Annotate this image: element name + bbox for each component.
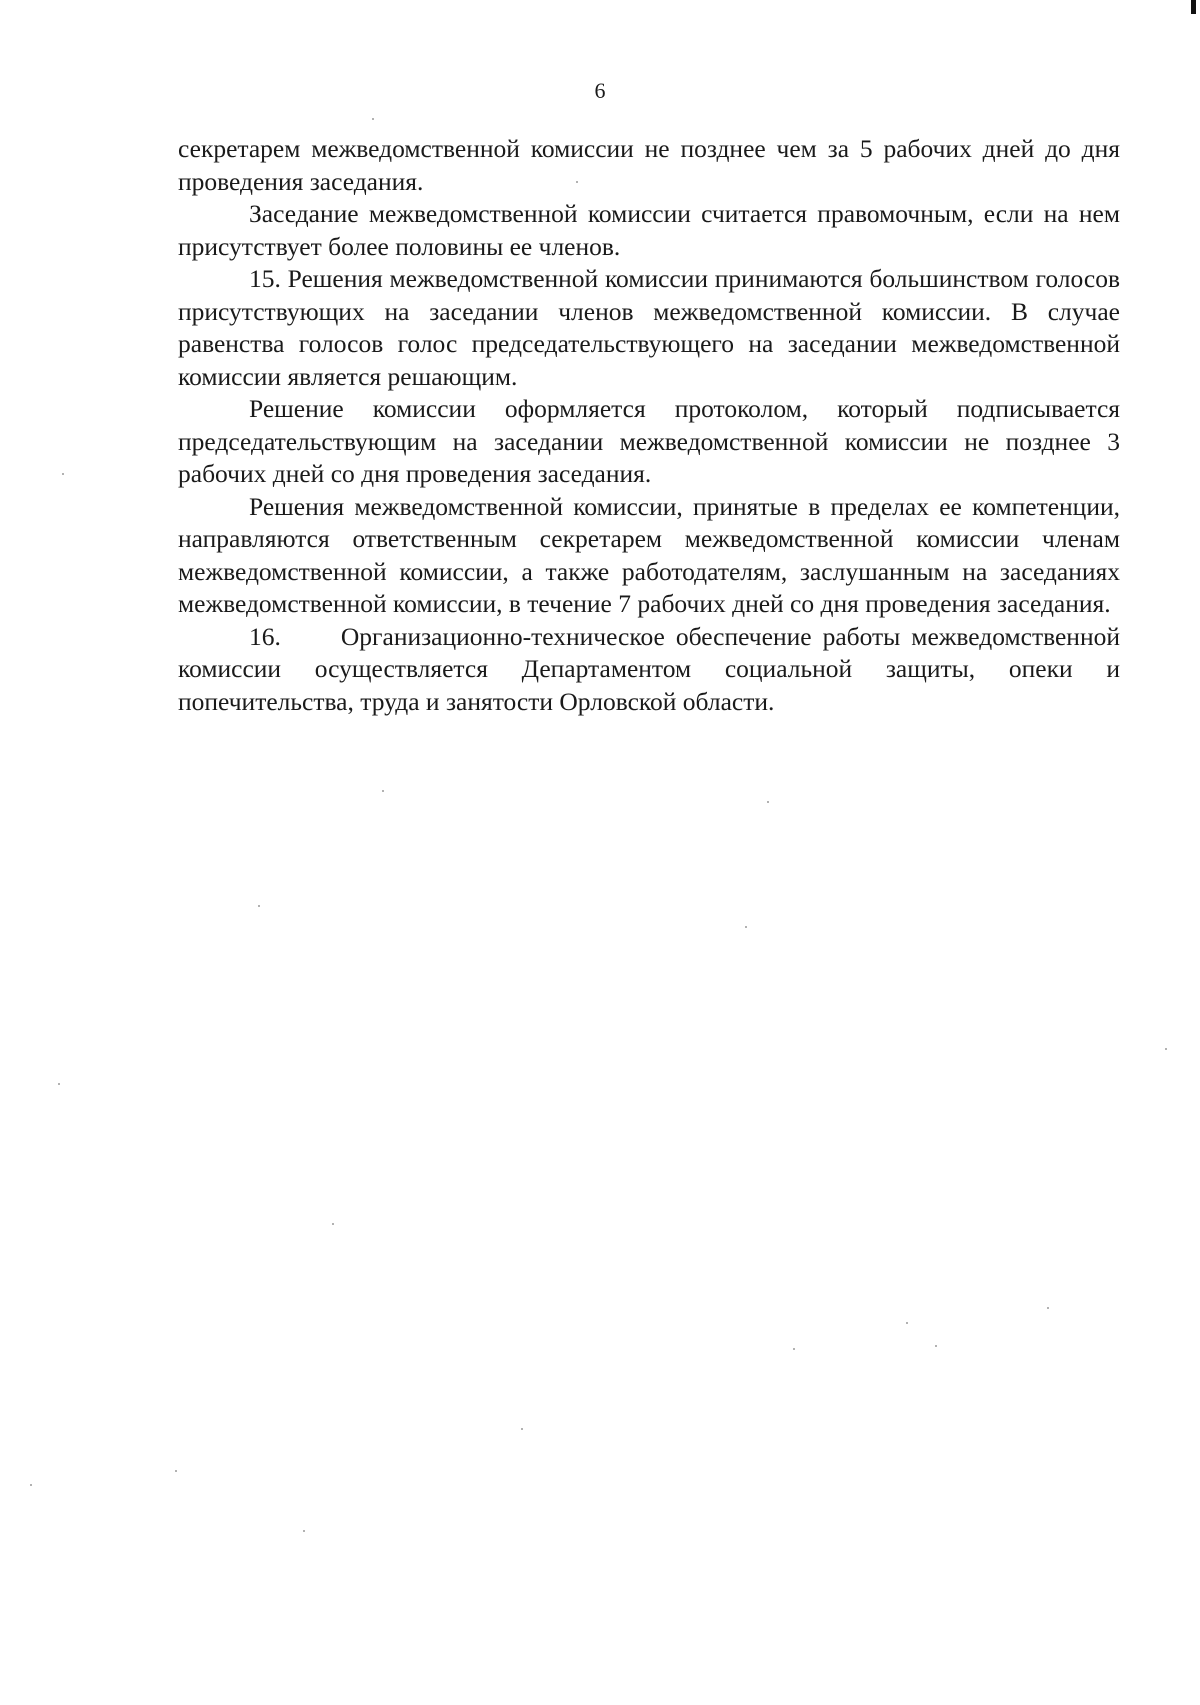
scan-speck (30, 1484, 32, 1486)
paragraph-15-decisions: 15. Решения межведомственной комиссии принимаются большинством голосов присутствующих на заседании членов межведомственной комиссии. В случае равенства голосов голос председательствующего на заседании межведомственной комиссии является решающим. (178, 264, 1120, 391)
scan-speck (906, 1322, 908, 1324)
page-number: 6 (594, 78, 606, 103)
scan-speck (303, 1530, 305, 1532)
scan-speck (793, 1348, 795, 1350)
scan-speck (935, 1345, 937, 1347)
document-body (178, 133, 1120, 718)
paragraph-16-number: 16. (249, 621, 281, 651)
paragraph-16-support (178, 621, 1120, 719)
paragraph-protocol: Решение комиссии оформляется протоколом, который подписывается председательствующим на заседании межведомственной комиссии не позднее 3 рабочих дней со дня проведения заседания. (178, 394, 1120, 488)
paragraph-continuation: секретарем межведомственной комиссии не позднее чем за 5 рабочих дней до дня проведения заседания. (178, 134, 1120, 196)
scan-speck (58, 1083, 60, 1085)
scan-speck (332, 1223, 334, 1225)
scan-speck (1047, 1307, 1049, 1309)
scan-speck (745, 926, 747, 928)
paragraph-distribution: Решения межведомственной комиссии, принятые в пределах ее компетенции, направляются ответственным секретарем межведомственной комиссии членам межведомственной комиссии, а также работодателям, заслушанным на заседаниях межведомственной комиссии, в течение 7 рабочих дней со дня проведения заседания. (178, 491, 1120, 618)
scan-speck (382, 790, 384, 792)
paragraph-16-text: Организационно-техническое обеспечение работы межведомственной комиссии осуществляется Департаментом социальной защиты, опеки и попечительства, труда и занятости Орловской области. (178, 621, 1120, 716)
scan-speck (175, 1470, 177, 1472)
scan-corner-mark (1191, 0, 1196, 14)
scan-speck (767, 801, 769, 803)
scan-speck (576, 181, 578, 183)
scan-speck (258, 905, 260, 907)
scan-speck (1165, 1048, 1167, 1050)
paragraph-quorum: Заседание межведомственной комиссии считается правомочным, если на нем присутствует более половины ее членов. (178, 199, 1120, 261)
scan-speck (62, 473, 64, 475)
scan-speck (372, 118, 374, 120)
scan-speck (521, 1428, 523, 1430)
